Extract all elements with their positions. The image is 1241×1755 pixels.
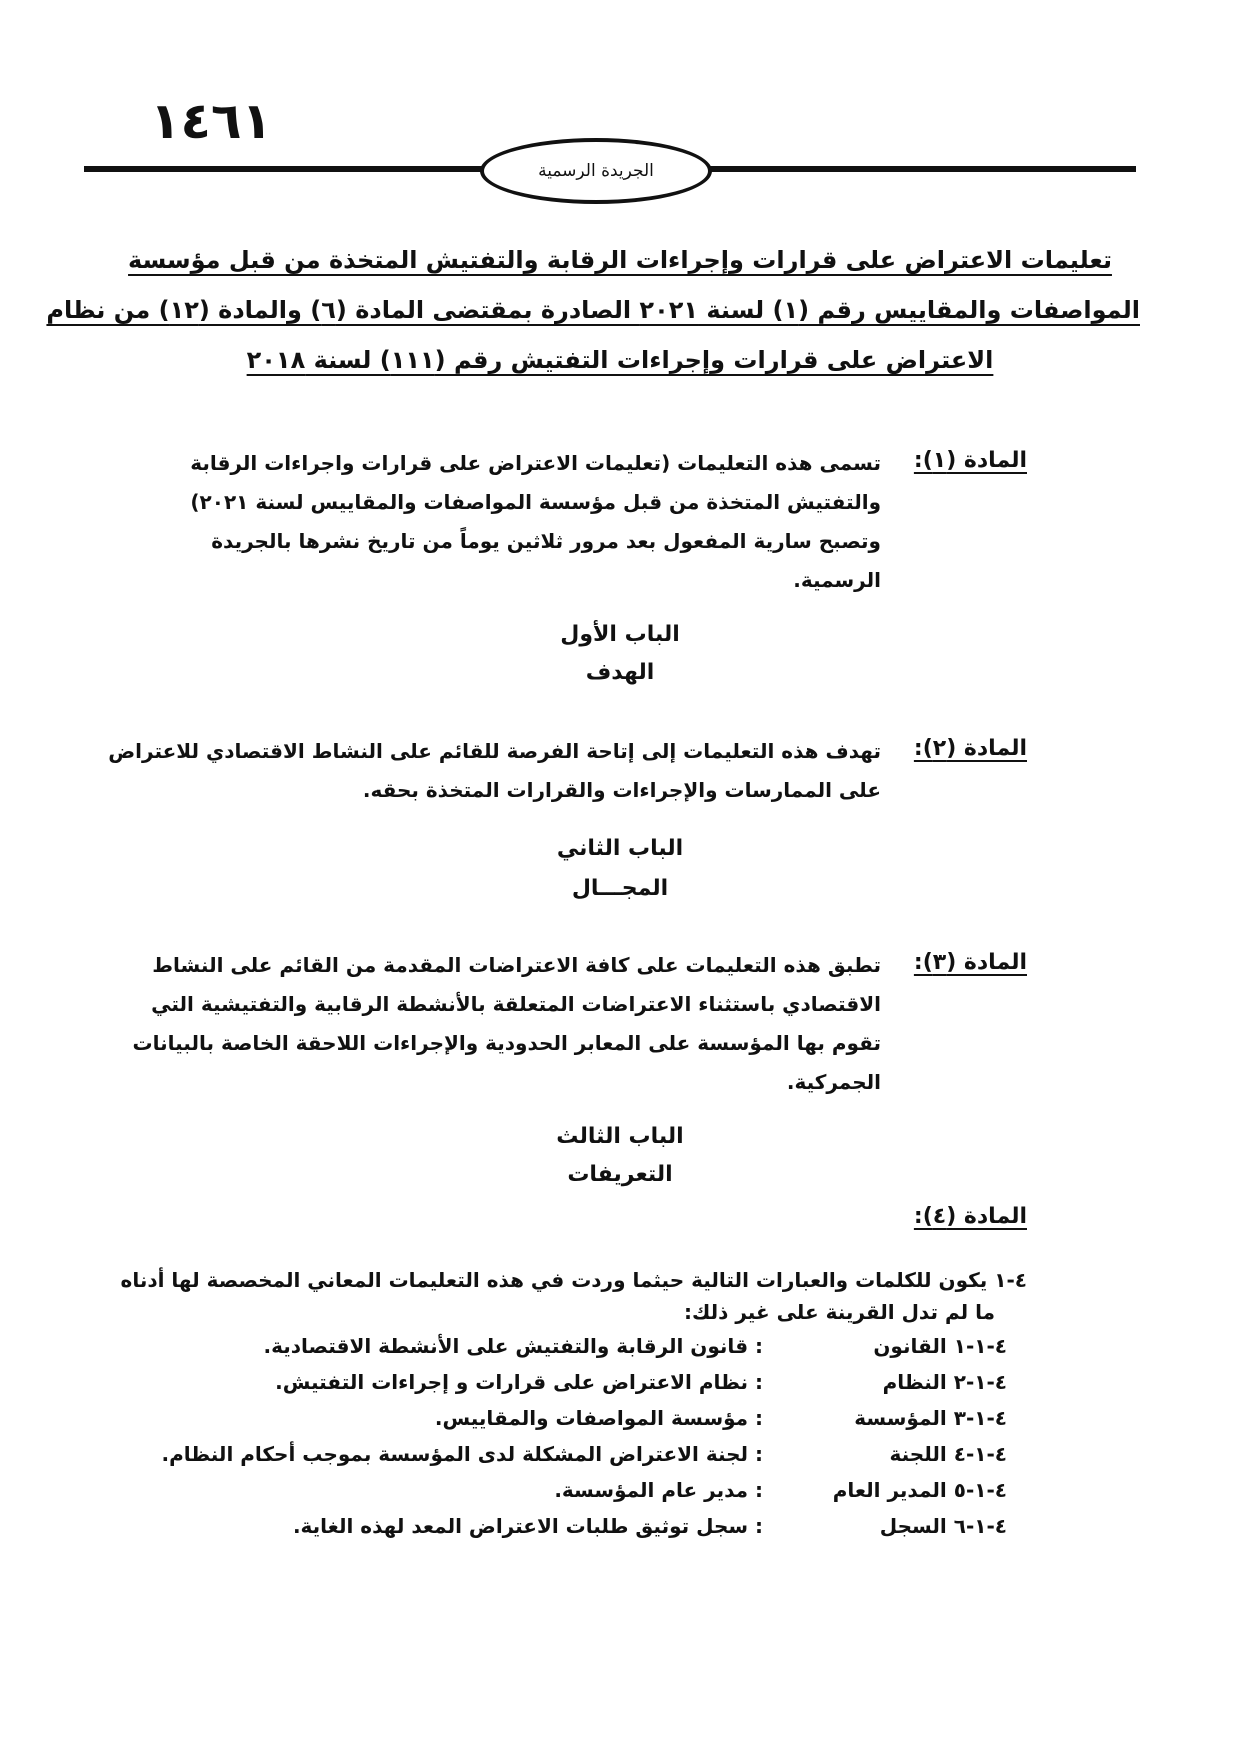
article-2-text bbox=[108, 732, 881, 810]
definition-text: : سجل توثيق طلبات الاعتراض المعد لهذه الغاية. bbox=[292, 1514, 763, 1538]
article-3-line: الجمركية. bbox=[786, 1070, 881, 1094]
definition-term: ٤-١-٣ المؤسسة bbox=[854, 1406, 1007, 1430]
article-4-label: المادة (٤): bbox=[913, 1204, 1027, 1229]
chapter-1-title: الباب الأول bbox=[560, 622, 680, 647]
article-2-line: تهدف هذه التعليمات إلى إتاحة الفرصة للقائم على النشاط الاقتصادي للاعتراض bbox=[108, 739, 881, 763]
article-2-line: على الممارسات والإجراءات والقرارات المتخذة بحقه. bbox=[362, 778, 881, 802]
definition-text: : لجنة الاعتراض المشكلة لدى المؤسسة بموجب أحكام النظام. bbox=[161, 1442, 763, 1466]
article-1-label: المادة (١): bbox=[913, 448, 1027, 473]
page-number: ١٤٦١ bbox=[150, 92, 273, 150]
definition-term: ٤-١-٦ السجل bbox=[879, 1514, 1007, 1538]
article-3-line: تطبق هذه التعليمات على كافة الاعتراضات المقدمة من القائم على النشاط bbox=[152, 953, 881, 977]
chapter-2-title: الباب الثاني bbox=[556, 836, 684, 861]
chapter-3-subtitle: التعريفات bbox=[567, 1162, 673, 1187]
definition-text: : نظام الاعتراض على قرارات و إجراءات التفتيش. bbox=[275, 1370, 763, 1394]
gazette-name: الجريدة الرسمية bbox=[538, 161, 654, 181]
chapter-2-subtitle: المجـــال bbox=[571, 876, 669, 901]
article-2-label: المادة (٢): bbox=[913, 736, 1027, 761]
article-3-label: المادة (٣): bbox=[913, 950, 1027, 975]
article-3-line: تقوم بها المؤسسة على المعابر الحدودية والإجراءات اللاحقة الخاصة بالبيانات bbox=[132, 1031, 881, 1055]
definition-term: ٤-١-١ القانون bbox=[873, 1334, 1007, 1358]
definition-text: : قانون الرقابة والتفتيش على الأنشطة الاقتصادية. bbox=[263, 1334, 763, 1358]
title-line-3: الاعتراض على قرارات وإجراءات التفتيش رقم (١١١) لسنة ٢٠١٨ bbox=[246, 346, 994, 374]
article-1-text bbox=[151, 444, 881, 600]
chapter-1-subtitle: الهدف bbox=[585, 660, 655, 685]
article-3-line: الاقتصادي باستثناء الاعتراضات المتعلقة بالأنشطة الرقابية والتفتيشية التي bbox=[151, 992, 881, 1016]
gazette-name-oval bbox=[480, 138, 712, 204]
article-1-line: وتصبح سارية المفعول بعد مرور ثلاثين يوماً من تاريخ نشرها بالجريدة bbox=[211, 529, 881, 553]
article-1-line: الرسمية. bbox=[793, 568, 881, 592]
article-1-line: والتفتيش المتخذة من قبل مؤسسة المواصفات والمقاييس لسنة ٢٠٢١) bbox=[190, 490, 881, 514]
definition-text: : مؤسسة المواصفات والمقاييس. bbox=[434, 1406, 763, 1430]
article-3-text bbox=[132, 946, 881, 1102]
article-4-intro bbox=[120, 1264, 1027, 1328]
chapter-3-title: الباب الثالث bbox=[556, 1124, 684, 1149]
title-line-2: المواصفات والمقاييس رقم (١) لسنة ٢٠٢١ الصادرة بمقتضى المادة (٦) والمادة (١٢) من نظام bbox=[46, 296, 1140, 324]
definition-term: ٤-١-٥ المدير العام bbox=[832, 1478, 1007, 1502]
article-4-intro-line-1: ٤-١ يكون للكلمات والعبارات التالية حيثما وردت في هذه التعليمات المعاني المخصصة لها أدناه bbox=[120, 1268, 1027, 1292]
definition-term: ٤-١-٢ النظام bbox=[882, 1370, 1007, 1394]
article-4-intro-line-2: ما لم تدل القرينة على غير ذلك: bbox=[683, 1300, 995, 1324]
definition-text: : مدير عام المؤسسة. bbox=[554, 1478, 763, 1502]
article-1-line: تسمى هذه التعليمات (تعليمات الاعتراض على قرارات واجراءات الرقابة bbox=[190, 451, 881, 475]
definition-term: ٤-١-٤ اللجنة bbox=[889, 1442, 1007, 1466]
title-line-1: تعليمات الاعتراض على قرارات وإجراءات الرقابة والتفتيش المتخذة من قبل مؤسسة bbox=[128, 246, 1112, 274]
